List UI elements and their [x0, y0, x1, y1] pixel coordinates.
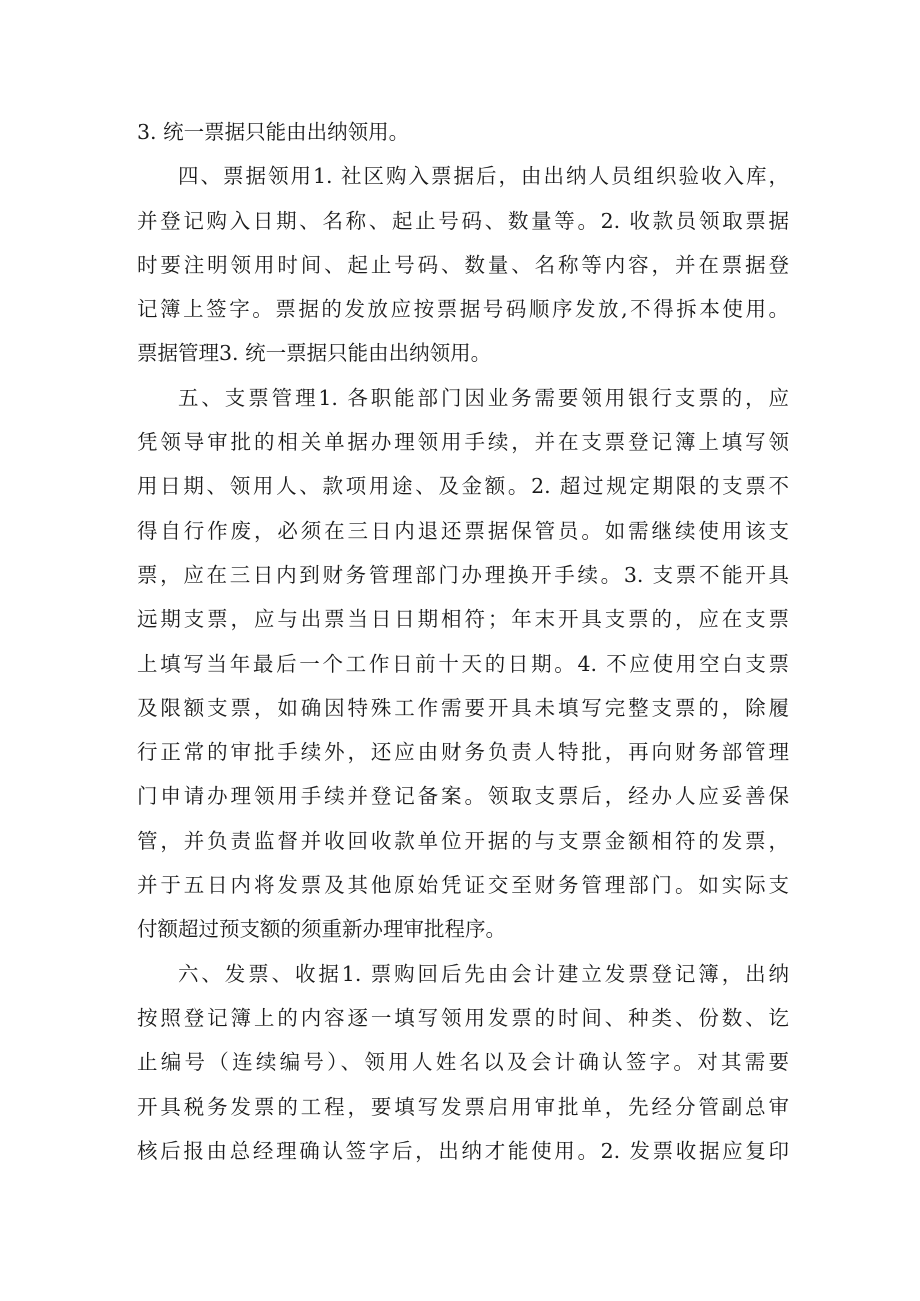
text-line: 并于五日内将发票及其他原始凭证交至财务管理部门。如实际支	[137, 873, 789, 898]
section-heading-line: 六、发票、收据1. 票购回后先由会计建立发票登记簿，出纳	[178, 961, 789, 986]
text-line: 核后报由总经理确认签字后，出纳才能使用。2. 发票收据应复印	[137, 1138, 789, 1163]
text-line: 付额超过预支额的须重新办理审批程序。	[137, 917, 506, 942]
text-line: 票，应在三日内到财务管理部门办理换开手续。3. 支票不能开具	[137, 562, 789, 587]
text-line: 记簿上签字。票据的发放应按票据号码顺序发放,不得拆本使用。	[137, 297, 789, 322]
text-line: 上填写当年最后一个工作日前十天的日期。4. 不应使用空白支票	[137, 651, 789, 676]
text-line: 远期支票，应与出票当日日期相符；年末开具支票的，应在支票	[137, 607, 789, 632]
text-line: 管，并负责监督并收回收款单位开据的与支票金额相符的发票，	[137, 828, 789, 853]
text-line: 按照登记簿上的内容逐一填写领用发票的时间、种类、份数、讫	[137, 1005, 789, 1030]
text-line: 时要注明领用时间、起止号码、数量、名称等内容，并在票据登	[137, 252, 789, 277]
text-line: 止编号（连续编号）、领用人姓名以及会计确认签字。对其需要	[137, 1050, 789, 1075]
text-line: 得自行作废，必须在三日内退还票据保管员。如需继续使用该支	[137, 518, 789, 543]
text-line: 开具税务发票的工程，要填写发票启用审批单，先经分管副总审	[137, 1094, 789, 1119]
text-line: 3. 统一票据只能由出纳领用。	[137, 120, 410, 144]
text-line: 及限额支票，如确因特殊工作需要开具未填写完整支票的，除履	[137, 695, 789, 720]
section-heading-line: 四、票据领用1. 社区购入票据后，由出纳人员组织验收入库，	[178, 164, 789, 189]
text-line: 用日期、领用人、款项用途、及金额。2. 超过规定期限的支票不	[137, 474, 789, 499]
text-line: 并登记购入日期、名称、起止号码、数量等。2. 收款员领取票据	[137, 208, 789, 233]
text-line: 行正常的审批手续外，还应由财务负责人特批，再向财务部管理	[137, 740, 789, 765]
text-line: 凭领导审批的相关单据办理领用手续，并在支票登记簿上填写领	[137, 430, 789, 455]
section-heading-line: 五、支票管理1. 各职能部门因业务需要领用银行支票的，应	[178, 385, 789, 410]
document-page	[137, 110, 789, 1173]
text-line: 门申请办理领用手续并登记备案。领取支票后，经办人应妥善保	[137, 784, 789, 809]
text-line: 票据管理3. 统一票据只能由出纳领用。	[137, 341, 492, 366]
